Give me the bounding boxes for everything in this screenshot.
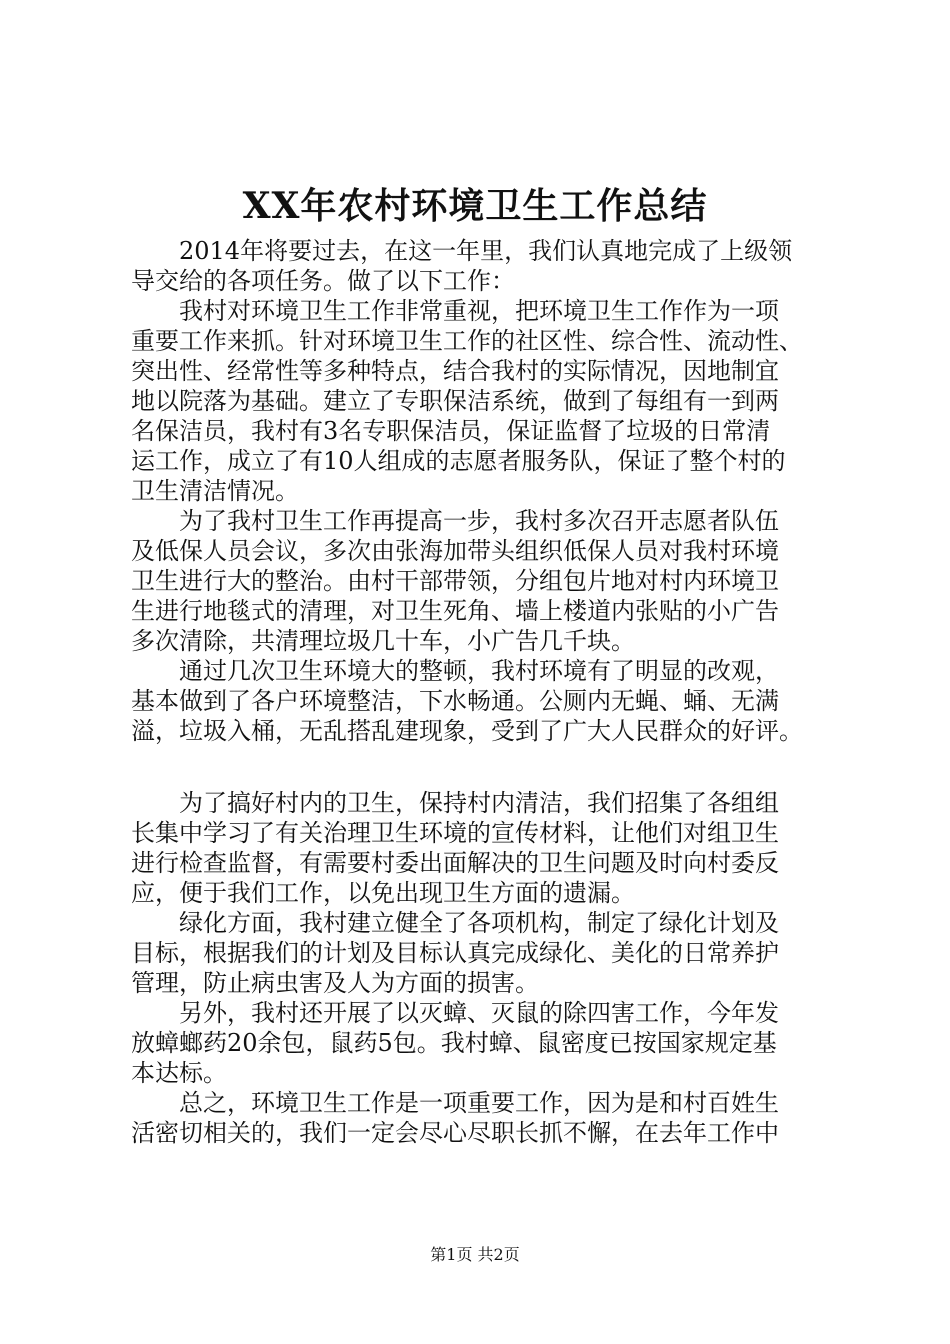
paragraph-line: 进行检查监督，有需要村委出面解决的卫生问题及时向村委反	[131, 849, 779, 877]
paragraph-intro	[131, 236, 831, 296]
paragraph-results	[131, 656, 831, 788]
paragraph-line: 2014年将要过去，在这一年里，我们认真地完成了上级领	[179, 237, 793, 265]
paragraph-line: 为了我村卫生工作再提高一步，我村多次召开志愿者队伍	[179, 507, 779, 535]
paragraph-line: 目标，根据我们的计划及目标认真完成绿化、美化的日常养护	[131, 939, 779, 967]
paragraph-line: 导交给的各项任务。做了以下工作：	[131, 267, 515, 295]
paragraph-line: 卫生清洁情况。	[131, 477, 299, 505]
page-number-footer: 第1页 共2页	[430, 1245, 520, 1264]
paragraph-line: 名保洁员，我村有3名专职保洁员，保证监督了垃圾的日常清	[131, 417, 771, 445]
paragraph-line: 多次清除，共清理垃圾几十车，小广告几千块。	[131, 627, 635, 655]
paragraph-pest-control	[131, 998, 831, 1088]
paragraph-line: 通过几次卫生环境大的整顿，我村环境有了明显的改观，	[179, 657, 779, 685]
paragraph-conclusion	[131, 1088, 831, 1148]
paragraph-sanitation-system	[131, 296, 831, 506]
document-title: XX年农村环境卫生工作总结	[242, 185, 708, 227]
paragraph-line: 重要工作来抓。针对环境卫生工作的社区性、综合性、流动性、	[131, 327, 803, 355]
paragraph-line: 活密切相关的，我们一定会尽心尽职长抓不懈，在去年工作中	[131, 1119, 779, 1147]
paragraph-line: 突出性、经常性等多种特点，结合我村的实际情况，因地制宜	[131, 357, 779, 385]
paragraph-line: 总之，环境卫生工作是一项重要工作，因为是和村百姓生	[179, 1089, 779, 1117]
paragraph-line: 为了搞好村内的卫生，保持村内清洁，我们招集了各组组	[179, 789, 779, 817]
paragraph-cleanup	[131, 506, 831, 656]
paragraph-supervision	[131, 788, 831, 908]
paragraph-line: 运工作，成立了有10人组成的志愿者服务队，保证了整个村的	[131, 447, 786, 475]
paragraph-line: 生进行地毯式的清理，对卫生死角、墙上楼道内张贴的小广告	[131, 597, 779, 625]
paragraph-line: 放蟑螂药20余包，鼠药5包。我村蟑、鼠密度已按国家规定基	[131, 1029, 777, 1057]
paragraph-line: 绿化方面，我村建立健全了各项机构，制定了绿化计划及	[179, 909, 779, 937]
paragraph-line: 应，便于我们工作，以免出现卫生方面的遗漏。	[131, 879, 635, 907]
paragraph-line: 溢，垃圾入桶，无乱搭乱建现象，受到了广大人民群众的好评。	[131, 717, 803, 745]
paragraph-line: 本达标。	[131, 1059, 227, 1087]
paragraph-line: 我村对环境卫生工作非常重视，把环境卫生工作作为一项	[179, 297, 779, 325]
paragraph-line: 管理，防止病虫害及人为方面的损害。	[131, 969, 539, 997]
paragraph-line: 另外，我村还开展了以灭蟑、灭鼠的除四害工作，今年发	[179, 999, 779, 1027]
paragraph-line: 长集中学习了有关治理卫生环境的宣传材料，让他们对组卫生	[131, 819, 779, 847]
paragraph-greening	[131, 908, 831, 998]
paragraph-line: 基本做到了各户环境整洁，下水畅通。公厕内无蝇、蛹、无满	[131, 687, 779, 715]
paragraph-line: 卫生进行大的整治。由村干部带领，分组包片地对村内环境卫	[131, 567, 779, 595]
paragraph-line: 及低保人员会议，多次由张海加带头组织低保人员对我村环境	[131, 537, 779, 565]
blank-line	[131, 746, 831, 788]
document-body	[131, 236, 831, 1148]
paragraph-line: 地以院落为基础。建立了专职保洁系统，做到了每组有一到两	[131, 387, 779, 415]
